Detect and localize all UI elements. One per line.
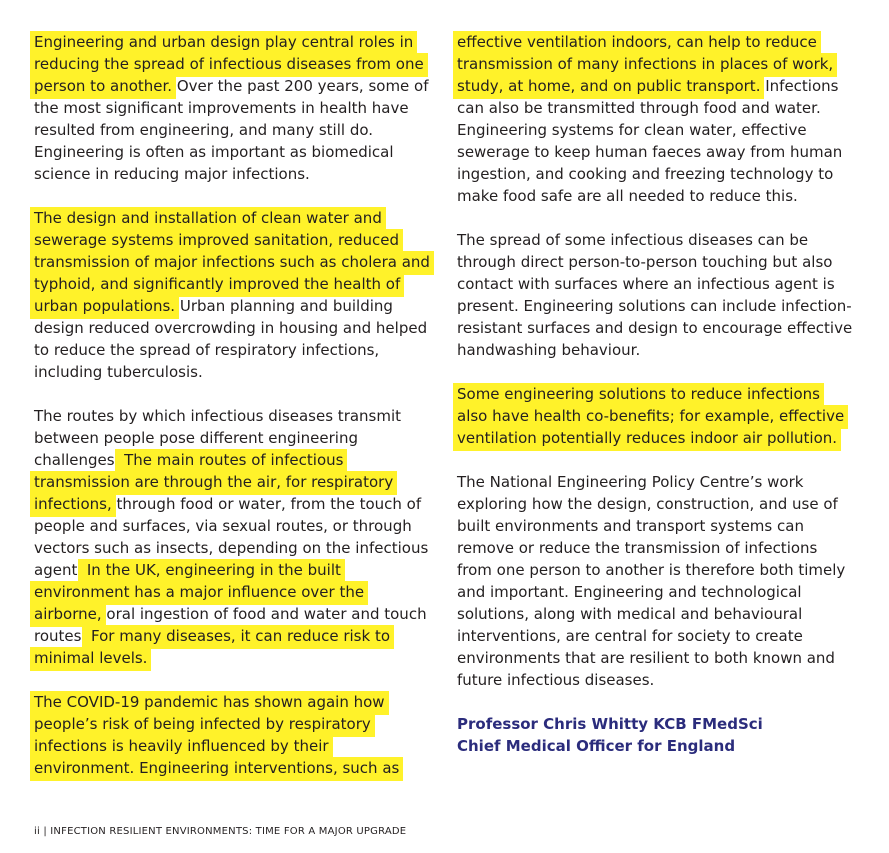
signature-block (457, 713, 855, 757)
text-segment: For many diseases, it can reduce risk to minimal levels. (34, 625, 390, 671)
paragraph (457, 471, 855, 691)
text-segment: Infections can also be transmitted through food and water. Engineering systems for clean water, effective sewerage to keep human faeces away from human ingestion, and cooking and freezing technology to make food safe are all needed to reduce this. (457, 77, 843, 205)
paragraph (34, 31, 430, 185)
signature-role: Chief Medical Officer for England (457, 737, 736, 755)
text-segment: through food or water, from the touch of people and surfaces, via sexual routes, or through vectors such as insects, depending on the infectious agent. (34, 495, 429, 579)
text-segment: Engineering and urban design play central roles in reducing the spread of infectious diseases from one person to another. (34, 31, 424, 99)
text-segment: The COVID-19 pandemic has shown again how people’s risk of being infected by respiratory infections is heavily influenced by their environment. Engineering interventions, such as (34, 691, 399, 781)
right-column (457, 31, 855, 757)
text-segment: In the UK, engineering in the built environment has a major influence over the airborne, (34, 559, 364, 627)
paragraph (34, 405, 430, 669)
text-segment: The spread of some infectious diseases can be through direct person-to-person touching but also contact with surfaces where an infectious agent is present. Engineering solutions can include infection-resistant surfaces and design to encourage effective handwashing behaviour. (457, 231, 853, 359)
left-column (34, 31, 430, 801)
text-segment: The design and installation of clean water and sewerage systems improved sanitation, reduced transmission of major infections such as cholera and typhoid, and significantly improved the health of urban populations. (34, 207, 430, 319)
paragraph (34, 691, 430, 779)
text-segment: Some engineering solutions to reduce infections also have health co-benefits; for example, effective ventilation potentially reduces indoor air pollution. (457, 383, 844, 451)
paragraph (457, 383, 855, 449)
page-footer: ii | INFECTION RESILIENT ENVIRONMENTS: TIME FOR A MAJOR UPGRADE (34, 826, 407, 837)
text-segment: Over the past 200 years, some of the most significant improvements in health have resulted from engineering, and many still do. Engineering is often as important as biomedical science in reducing major infections. (34, 77, 429, 183)
text-segment: effective ventilation indoors, can help to reduce transmission of many infections in places of work, study, at home, and on public transport. (457, 31, 833, 99)
text-segment: Urban planning and building design reduced overcrowding in housing and helped to reduce the spread of respiratory infections, including tuberculosis. (34, 297, 428, 381)
text-segment: The routes by which infectious diseases transmit between people pose different engineering challenges. (34, 407, 402, 469)
signature-name: Professor Chris Whitty KCB FMedSci (457, 715, 763, 733)
paragraph (457, 31, 855, 207)
paragraph (457, 229, 855, 361)
text-segment: The main routes of infectious transmission are through the air, for respiratory infections, (34, 449, 393, 517)
text-segment: oral ingestion of food and water and touch routes. (34, 605, 427, 645)
paragraph (34, 207, 430, 383)
text-segment: The National Engineering Policy Centre’s work exploring how the design, construction, and use of built environments and transport systems can remove or reduce the transmission of infections from one person to another is therefore both timely and important. Engineering and technological solutions, along with medical and behavioural interventions, are central for society to create environments that are resilient to both known and future infectious diseases. (457, 473, 846, 689)
